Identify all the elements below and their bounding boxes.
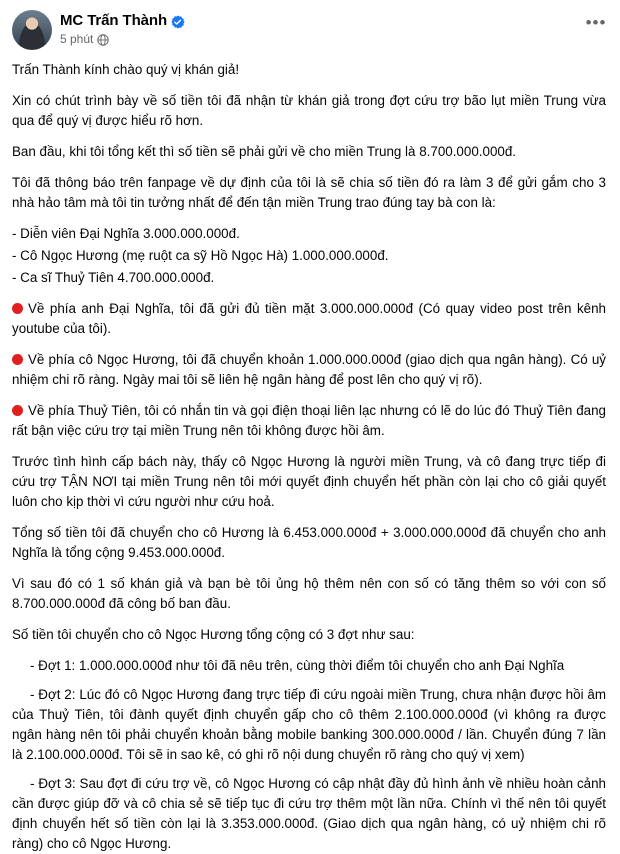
red-dot-icon xyxy=(12,354,23,365)
post-timestamp[interactable]: 5 phút xyxy=(60,32,94,46)
post-paragraph-thuytien xyxy=(12,401,606,441)
post-paragraph-sum: Tổng số tiền tôi đã chuyển cho cô Hương là 6.453.000.000đ + 3.000.000.000đ đã chuyển cho anh Nghĩa là tổng cộng 9.453.000.000đ. xyxy=(12,525,606,560)
page-title[interactable]: MC Trấn Thành xyxy=(60,12,168,29)
post-paragraph-greeting: Trấn Thành kính chào quý vị khán giả! xyxy=(12,62,240,77)
avatar-image[interactable] xyxy=(12,10,52,50)
post-paragraph-plan: Tôi đã thông báo trên fanpage về dự định của tôi là sẽ chia số tiền đó ra làm 3 để gửi gắm cho 3 nhà hảo tâm mà tôi tin tưởng nhất để đến tận miền Trung trao đúng tay bà con là: xyxy=(12,175,606,210)
post-paragraph-batch-2: - Đợt 2: Lúc đó cô Ngọc Hương đang trực tiếp đi cứu ngoài miền Trung, chưa nhận được hồi âm của Thuỷ Tiên, tôi đành quyết định chuyển gấp cho cô thêm 2.100.000.000đ (vì không ra được ngân hàng nên tôi phải chuyển khoản bằng mobile banking 300.000.000đ / lần. Chuyển đúng 7 lần là 2.100.000.000đ. Tôi sẽ in sao kê, có ghi rõ nội dung chuyển rõ ràng cho quý vị xem) xyxy=(12,687,606,762)
post-paragraph-reason-extra: Vì sau đó có 1 số khán giả và bạn bè tôi ủng hộ thêm nên con số có tăng thêm so với con số 8.700.000.000đ đã công bố ban đầu. xyxy=(12,576,606,611)
post-paragraph-decision: Trước tình hình cấp bách này, thấy cô Ngọc Hương là người miền Trung, và cô đang trực tiếp đi cứu trợ TẬN NƠI tại miền Trung nên tôi mới quyết định chuyển hết phần còn lại cho cô giải quyết luôn cho kịp thời vì cứu người như cứu hoả. xyxy=(12,454,606,509)
post-body xyxy=(12,54,608,854)
post-list-item-thuytien: - Ca sĩ Thuỷ Tiên 4.700.000.000đ. xyxy=(12,270,215,285)
post-paragraph-ngochuong xyxy=(12,350,606,390)
post-paragraph-batch-3: - Đợt 3: Sau đợt đi cứu trợ về, cô Ngọc Hương có cập nhật đầy đủ hình ảnh về nhiều hoàn cảnh cần được giúp đỡ và cô chia sẻ sẽ tiếp tục đi cứu trợ thêm một lần nữa. Chính vì thế nên tôi quyết định chuyển hết số tiền còn lại là 3.353.000.000đ. (Giao dịch qua ngân hàng, có uỷ nhiệm chi rõ ràng) cho cô Ngọc Hương. xyxy=(12,776,606,851)
post-paragraph-intro: Xin có chút trình bày về số tiền tôi đã nhận từ khán giả trong đợt cứu trợ bão lụt miền Trung vừa qua để quý vị được hiểu rõ hơn. xyxy=(12,93,606,128)
author-block xyxy=(60,10,185,46)
post-meta-row xyxy=(60,32,185,46)
post-paragraph-three-batches: Số tiền tôi chuyển cho cô Ngọc Hương tổng cộng có 3 đợt như sau: xyxy=(12,627,415,642)
post-paragraph-total-initial: Ban đầu, khi tôi tổng kết thì số tiền sẽ phải gửi về cho miền Trung là 8.700.000.000đ. xyxy=(12,144,517,159)
post-header xyxy=(12,10,608,54)
post-paragraph-thuytien-text: Về phía Thuỷ Tiên, tôi có nhắn tin và gọi điện thoại liên lạc nhưng có lẽ do lúc đó Thuỷ Tiên đang rất bận việc cứu trợ tại miền Trung nên tôi không được hồi âm. xyxy=(12,403,606,438)
post-list-item-dainghia: - Diễn viên Đại Nghĩa 3.000.000.000đ. xyxy=(12,226,240,241)
post-paragraph-ngochuong-text: Về phía cô Ngọc Hương, tôi đã chuyển khoản 1.000.000.000đ (giao dịch qua ngân hàng). Có uỷ nhiệm chi rõ ràng. Ngày mai tôi sẽ liên hệ ngân hàng để post lên cho quý vị rõ). xyxy=(12,352,606,387)
globe-icon xyxy=(97,33,109,45)
post-options-button[interactable]: ••• xyxy=(585,12,607,32)
red-dot-icon xyxy=(12,405,23,416)
post-paragraph-dainghia-text: Về phía anh Đại Nghĩa, tôi đã gửi đủ tiền mặt 3.000.000.000đ (Có quay video post trên kênh youtube của tôi). xyxy=(12,301,606,336)
post-paragraph-batch-1: - Đợt 1: 1.000.000.000đ như tôi đã nêu trên, cùng thời điểm tôi chuyển cho anh Đại Nghĩa xyxy=(30,658,565,673)
post-paragraph-dainghia xyxy=(12,299,606,339)
author-name-row xyxy=(60,11,185,30)
red-dot-icon xyxy=(12,303,23,314)
post-list-item-ngochuong: - Cô Ngọc Hương (mẹ ruột ca sỹ Hồ Ngọc Hà) 1.000.000.000đ. xyxy=(12,248,389,263)
verified-badge-icon xyxy=(171,15,185,29)
